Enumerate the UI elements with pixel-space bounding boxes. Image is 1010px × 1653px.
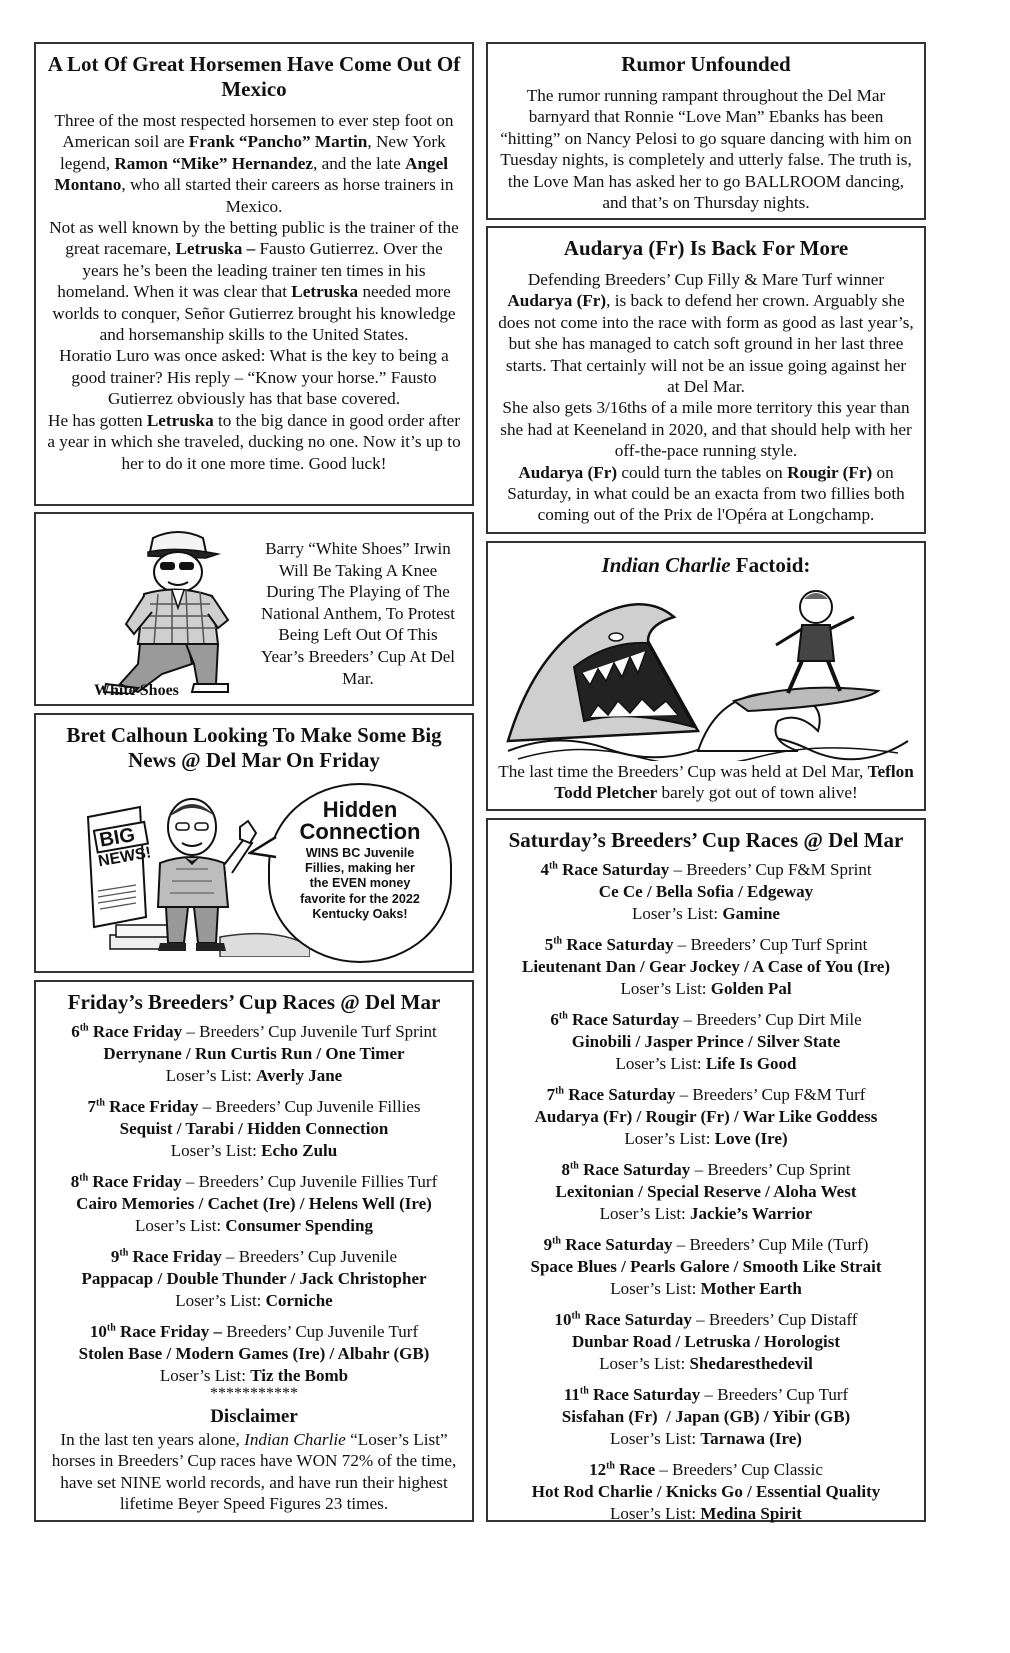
race-description: Breeders’ Cup Juvenile Fillies Turf [198,1172,438,1191]
race-label: Race Saturday [567,1010,680,1029]
race-label: Race Friday – [115,1322,223,1341]
race-entry [498,1084,914,1150]
bubble-tail [248,833,278,863]
race-heading [46,1171,462,1193]
race-ordinal: th [79,1172,89,1184]
audarya-box [486,226,926,534]
race-ordinal: th [553,935,563,947]
text-segment: needed more worlds to conquer, Señor Gutierrez brought his knowledge and horsemanship skills to the United States. [52,282,460,345]
factoid-title-rest: Factoid: [730,553,811,577]
losers-list-horse: Medina Spirit [700,1504,802,1523]
race-losers-list [46,1215,462,1237]
losers-list-horse: Love (Ire) [714,1129,788,1148]
race-description: Breeders’ Cup F&M Turf [692,1085,866,1104]
race-losers-list [498,1128,914,1150]
race-picks: Lieutenant Dan / Gear Jockey / A Case of You (Ire) [521,957,890,976]
bubble-title-2: Connection [299,819,421,844]
race-separator: – [690,1160,708,1179]
race-separator: – [182,1022,200,1041]
race-heading [46,1096,462,1118]
race-heading [498,1384,914,1406]
bold-text: Teflon Todd Pletcher [554,762,918,803]
bold-text: Angel Montano [54,153,453,195]
race-description: Breeders’ Cup Turf [717,1385,849,1404]
bold-text: Frank “Pancho” Martin [188,132,368,152]
losers-list-label: Loser’s List: [624,1129,715,1148]
rumor-title: Rumor Unfounded [621,52,791,76]
paragraph [498,462,914,526]
friday-stars: *********** [210,1385,298,1402]
race-ordinal: th [579,1385,589,1397]
race-entry [498,1459,914,1525]
bold-text: Audarya (Fr) [507,291,607,311]
race-separator: – [655,1460,673,1479]
race-separator: – [181,1172,199,1191]
race-entry [498,1384,914,1450]
race-number: 7 [546,1085,556,1104]
race-entry [498,934,914,1000]
race-picks: Stolen Base / Modern Games (Ire) / Albahr (GB) [78,1344,430,1363]
newspaper-big: BIG [93,821,150,854]
bold-text: Rougir (Fr) [787,462,873,482]
losers-list-label: Loser’s List: [610,1429,701,1448]
race-separator: – [675,1085,693,1104]
race-label: Race Saturday [561,1235,673,1254]
race-number: 11 [563,1385,580,1404]
bold-text: Letruska [146,410,214,430]
race-ordinal: th [548,860,558,872]
race-description: Breeders’ Cup Juvenile [238,1247,398,1266]
losers-list-label: Loser’s List: [599,1354,690,1373]
race-description: Breeders’ Cup Classic [672,1460,823,1479]
text-segment: Horatio Luro was once asked: What is the key to being a good trainer? His reply – “Know your horse.” Fausto Gutierrez obviously has that base covered. [59,346,454,409]
race-picks: Derrynane / Run Curtis Run / One Timer [103,1044,405,1063]
race-number: 4 [540,860,549,879]
white-shoes-cartoon [68,524,268,694]
paragraph [46,410,465,474]
race-losers-list [498,1278,914,1300]
calhoun-box [34,713,474,973]
mexico-body [46,110,465,474]
race-losers-list [498,903,914,925]
race-picks: Dunbar Road / Letruska / Horologist [571,1332,841,1351]
race-number: 8 [561,1160,570,1179]
text-segment: Defending Breeders’ Cup Filly & Mare Turf winner [527,270,889,289]
text-segment: , and the late [312,153,406,173]
text-segment: She also gets 3/16ths of a mile more territory this year than she had at Keeneland in 2020, and that should help with her off-the-pace running style. [500,398,917,461]
bold-text: Letruska [291,282,359,302]
losers-list-horse: Life Is Good [705,1054,797,1073]
losers-list-horse: Echo Zulu [261,1141,338,1160]
race-number: 5 [544,935,554,954]
race-ordinal: th [96,1097,105,1109]
race-heading [498,1009,914,1031]
mexico-title: A Lot Of Great Horsemen Have Come Out Of Mexico [47,52,461,101]
text-segment: Fausto Gutierrez. Over the years he’s been the leading trainer ten times in his homeland. When it was clear that [57,239,448,302]
race-heading [46,1246,462,1268]
rumor-box [486,42,926,220]
race-heading [498,1159,914,1181]
text-segment: , who all started their careers as horse trainers in Mexico. [121,175,458,216]
mexico-article [34,42,474,506]
race-picks: Lexitonian / Special Reserve / Aloha West [555,1182,857,1201]
race-number: 6 [550,1010,559,1029]
whiteshoes-caption: White Shoes [94,682,179,699]
saturday-box [486,818,926,1522]
losers-list-label: Loser’s List: [159,1366,251,1385]
audarya-body [498,269,918,526]
factoid-title-italic: Indian Charlie [601,553,731,577]
race-entry [46,1321,462,1387]
race-number: 8 [70,1172,80,1191]
race-ordinal: th [558,1010,568,1022]
rumor-text: The rumor running rampant throughout the Del Mar barnyard that Ronnie “Love Man” Ebanks has been “hitting” on Nancy Pelosi to go square dancing with him on Tuesday nights, is completely and utterly false. The truth is, the Love Man has asked her to go BALLROOM dancing, and that’s on Thursday nights. [500,86,917,213]
race-picks: Sequist / Tarabi / Hidden Connection [119,1119,389,1138]
race-heading [498,859,914,881]
audarya-title: Audarya (Fr) Is Back For More [563,236,849,260]
text-segment: He has gotten [48,410,147,430]
race-entry [46,1171,462,1237]
bold-text: Audarya (Fr) [518,462,618,482]
race-losers-list [498,1053,914,1075]
race-separator: – [691,1310,709,1329]
bold-text: Ramon “Mike” Hernandez [114,153,313,173]
losers-list-label: Loser’s List: [170,1141,262,1160]
race-description: Breeders’ Cup Distaff [708,1310,858,1329]
race-ordinal: th [569,1160,579,1172]
race-picks: Sisfahan (Fr) / Japan (GB) / Yibir (GB) [561,1407,851,1426]
speech-bubble [268,783,452,963]
race-number: 10 [554,1310,572,1329]
race-entry [498,859,914,925]
race-entry [46,1021,462,1087]
race-number: 12 [589,1460,607,1479]
race-losers-list [498,1428,914,1450]
race-label: Race Saturday [563,1085,676,1104]
race-entry [498,1159,914,1225]
losers-list-label: Loser’s List: [620,979,711,998]
race-description: Breeders’ Cup Juvenile Turf [226,1322,419,1341]
losers-list-label: Loser’s List: [165,1066,257,1085]
losers-list-horse: Tarnawa (Ire) [700,1429,802,1448]
race-number: 6 [71,1022,80,1041]
newspaper-news: NEWS! [96,844,153,871]
race-heading [498,1309,914,1331]
disclaimer-title: Disclaimer [210,1406,298,1427]
race-description: Breeders’ Cup Mile (Turf) [689,1235,869,1254]
race-heading [498,934,914,956]
losers-list-horse: Mother Earth [700,1279,802,1298]
race-losers-list [46,1365,462,1387]
race-separator: – [672,1235,690,1254]
race-description: Breeders’ Cup Juvenile Turf Sprint [199,1022,437,1041]
whiteshoes-text: Barry “White Shoes” Irwin Will Be Taking A Knee During The Playing of The National Anthem, To Protest Being Left Out Of This Year’s Breeders’ Cup At Del Mar. [260,539,460,688]
text-segment: , New York legend, [59,132,450,173]
race-picks: Ce Ce / Bella Sofia / Edgeway [598,882,814,901]
race-heading [498,1234,914,1256]
race-picks: Hot Rod Charlie / Knicks Go / Essential Quality [531,1482,881,1501]
race-number: 7 [87,1097,97,1116]
race-separator: – [700,1385,718,1404]
text-segment: on Saturday, in what could be an exacta from two fillies both coming out of the Prix de l'Opéra at Longchamp. [507,462,910,525]
whiteshoes-box [34,512,474,706]
race-separator: – [679,1010,697,1029]
losers-list-horse: Shedaresthedevil [689,1354,813,1373]
race-ordinal: th [106,1322,116,1334]
paragraph [46,345,462,409]
race-description: Breeders’ Cup Sprint [707,1160,851,1179]
race-separator: – [669,860,687,879]
text-segment: Not as well known by the betting public is the trainer of the great racemare, [49,218,464,259]
losers-list-horse: Jackie’s Warrior [690,1204,813,1223]
race-label: Race Friday [88,1022,183,1041]
race-label: Race Saturday [578,1160,691,1179]
paragraph [46,110,462,217]
losers-list-label: Loser’s List: [135,1216,226,1235]
race-entry [46,1246,462,1312]
paragraph [498,269,918,397]
race-losers-list [498,978,914,1000]
race-entry [498,1009,914,1075]
race-picks: Space Blues / Pearls Galore / Smooth Like Strait [530,1257,882,1276]
losers-list-horse: Gamine [722,904,780,923]
text-segment: could turn the tables on [617,462,788,482]
race-heading [46,1021,462,1043]
race-label: Race Saturday [562,935,674,954]
race-picks: Audarya (Fr) / Rougir (Fr) / War Like Goddess [534,1107,878,1126]
race-ordinal: th [571,1310,581,1322]
race-losers-list [498,1503,914,1525]
race-heading [498,1459,914,1481]
paragraph [46,217,462,345]
calhoun-title: Bret Calhoun Looking To Make Some Big News @ Del Mar On Friday [66,723,442,772]
race-losers-list [498,1353,914,1375]
saturday-title: Saturday’s Breeders’ Cup Races @ Del Mar [508,828,904,852]
race-label: Race Friday [128,1247,222,1266]
race-ordinal: th [79,1022,89,1034]
losers-list-label: Loser’s List: [599,1204,691,1223]
italic-text: Indian Charlie [244,1430,346,1449]
factoid-box [486,541,926,811]
shark-surfer-cartoon [498,581,918,761]
friday-title: Friday’s Breeders’ Cup Races @ Del Mar [67,990,441,1014]
race-separator: – [221,1247,239,1266]
race-label: Race Saturday [557,860,670,879]
race-label: Race Saturday [588,1385,701,1404]
race-losers-list [498,1203,914,1225]
saturday-races [498,859,914,1525]
losers-list-label: Loser’s List: [632,904,723,923]
race-description: Breeders’ Cup Dirt Mile [696,1010,862,1029]
race-label: Race Saturday [580,1310,692,1329]
losers-list-label: Loser’s List: [610,1504,701,1523]
race-losers-list [46,1290,462,1312]
race-label: Race Friday [88,1172,182,1191]
friday-races [46,1021,462,1387]
race-losers-list [46,1065,462,1087]
paragraph [498,397,917,461]
race-description: Breeders’ Cup Turf Sprint [690,935,868,954]
losers-list-horse: Averly Jane [256,1066,343,1085]
race-entry [498,1309,914,1375]
race-picks: Ginobili / Jasper Prince / Silver State [571,1032,841,1051]
race-losers-list [46,1140,462,1162]
losers-list-horse: Golden Pal [710,979,792,998]
race-separator: – [673,935,691,954]
race-description: Breeders’ Cup Juvenile Fillies [215,1097,421,1116]
text-segment: barely got out of town alive! [657,783,858,803]
text-segment: In the last ten years alone, [60,1430,245,1449]
race-label: Race Friday [104,1097,199,1116]
losers-list-horse: Tiz the Bomb [250,1366,349,1385]
race-ordinal: th [606,1460,615,1472]
losers-list-label: Loser’s List: [610,1279,701,1298]
text-segment: , is back to defend her crown. Arguably she does not come into the race with form as good as last year’s, but she has managed to catch soft ground in her last three starts. That certainly will not be an issue going against her at Del Mar. [498,291,918,397]
race-description: Breeders’ Cup F&M Sprint [686,860,872,879]
race-heading [498,1084,914,1106]
text-segment: “Loser’s List” horses in Breeders’ Cup races have WON 72% of the time, have set NINE world records, and have run their highest lifetime Beyer Speed Figures 23 times. [51,1430,461,1514]
friday-box [34,980,474,1522]
race-label: Race [615,1460,656,1479]
text-segment: Three of the most respected horsemen to ever step foot on American soil are [54,111,457,152]
losers-list-label: Loser’s List: [175,1291,266,1310]
bubble-title-1: Hidden [322,797,398,822]
race-heading [46,1321,462,1343]
race-ordinal: th [119,1247,129,1259]
factoid-text [498,761,918,804]
race-entry [46,1096,462,1162]
losers-list-label: Loser’s List: [615,1054,706,1073]
text-segment: to the big dance in good order after a year in which she traveled, ducking no one. Now it’s up to her to do it one more time. Good luck! [47,410,465,473]
race-ordinal: th [555,1085,564,1097]
text-segment: The last time the Breeders’ Cup was held at Del Mar, [498,762,868,781]
race-number: 9 [543,1235,553,1254]
bubble-text: WINS BC Juvenile Fillies, making her the EVEN money favorite for the 2022 Kentucky Oaks! [300,846,420,921]
losers-list-horse: Corniche [265,1291,333,1310]
race-picks: Cairo Memories / Cachet (Ire) / Helens Well (Ire) [76,1194,432,1213]
losers-list-horse: Consumer Spending [225,1216,373,1235]
bold-text: Letruska – [175,239,256,259]
race-entry [498,1234,914,1300]
race-picks: Pappacap / Double Thunder / Jack Christopher [81,1269,427,1288]
race-number: 10 [89,1322,107,1341]
factoid-title [498,553,914,578]
race-number: 9 [110,1247,120,1266]
disclaimer-text [46,1429,462,1515]
race-ordinal: th [552,1235,561,1247]
race-separator: – [198,1097,216,1116]
